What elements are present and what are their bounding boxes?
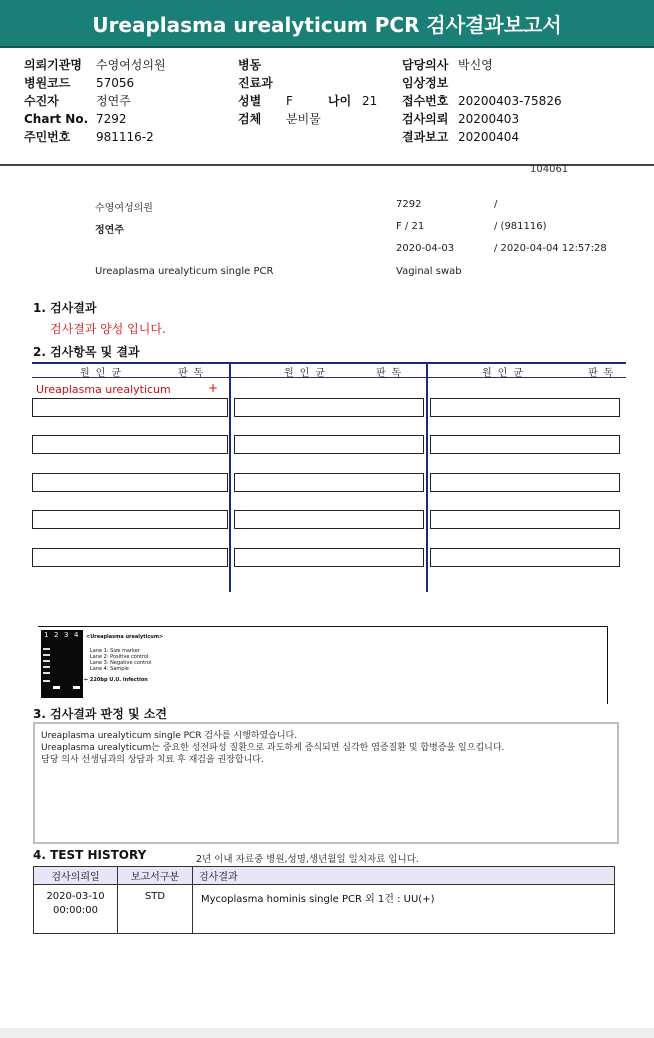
label-clinical-info: 임상정보 [402, 76, 449, 90]
empty-result-box [234, 473, 424, 492]
opinion-line: 담당 의사 선생님과의 상담과 치료 후 재검을 권장합니다. [41, 755, 264, 765]
summary-chart-no: 7292 [396, 199, 422, 210]
col-header-pathogen: 원인균 [80, 368, 127, 379]
gel-legend-line: Lane 2: Positive control [90, 654, 149, 660]
label-age: 나이 [328, 94, 352, 108]
history-col-result: 검사결과 [193, 867, 615, 885]
empty-result-box [234, 435, 424, 454]
gel-lane-number: 4 [74, 631, 79, 639]
label-report-date: 결과보고 [402, 130, 449, 144]
gel-band [43, 654, 50, 656]
summary-received: 2020-04-03 [396, 243, 455, 254]
gel-legend-line: Lane 1: Size marker [90, 648, 140, 654]
label-doctor: 담당의사 [402, 58, 449, 72]
empty-result-box [32, 398, 228, 417]
gel-band [43, 672, 50, 674]
gel-electrophoresis-image [41, 630, 83, 698]
gel-legend-line: Lane 3: Negative control [90, 660, 152, 666]
section1-title: 1. 검사결과 [33, 301, 97, 315]
gel-band [43, 680, 50, 682]
value-patient: 정연주 [96, 94, 131, 108]
gel-band [43, 666, 50, 668]
col-header-pathogen: 원인균 [284, 368, 331, 379]
gel-band [73, 686, 80, 689]
result-grid [32, 362, 626, 592]
value-report-date: 20200404 [458, 130, 520, 144]
history-col-date: 검사의뢰일 [34, 867, 118, 885]
label-ward: 병동 [238, 58, 262, 72]
grid-column-divider [229, 362, 231, 592]
summary-patient: 정연주 [95, 225, 124, 236]
empty-result-box [32, 435, 228, 454]
header-mid [238, 56, 377, 128]
footer-strip [0, 1028, 654, 1038]
history-note: 2년 이내 자료중 병원,성명,생년월일 일치자료 입니다. [196, 854, 419, 865]
value-chart-no: 7292 [96, 112, 127, 126]
section3-title: 3. 검사결과 판정 및 소견 [33, 707, 167, 721]
label-hospital-code: 병원코드 [24, 76, 71, 90]
history-table [33, 866, 615, 934]
value-specimen: 분비물 [286, 112, 321, 126]
empty-result-box [430, 510, 620, 529]
gel-legend-line: Lane 4: Sample [90, 666, 129, 672]
col-header-reading: 판독 [178, 368, 210, 379]
value-clinic: 수영여성의원 [96, 58, 166, 72]
value-request-date: 20200403 [458, 112, 520, 126]
history-cell-result: Mycoplasma hominis single PCR 외 1건 : UU(+) [193, 885, 615, 934]
empty-result-box [430, 435, 620, 454]
history-date: 2020-03-10 [46, 891, 105, 902]
summary-sex-age: F / 21 [396, 221, 425, 232]
value-age: 21 [362, 94, 378, 108]
summary-slash: / [494, 199, 498, 210]
section2-title: 2. 검사항목 및 결과 [33, 345, 140, 359]
empty-result-box [234, 510, 424, 529]
empty-result-box [234, 548, 424, 567]
summary-test-name: Ureaplasma urealyticum single PCR [95, 266, 274, 277]
summary-clinic: 수영여성의원 [95, 203, 153, 214]
summary-id: / (981116) [494, 221, 547, 232]
summary-specimen: Vaginal swab [396, 266, 462, 277]
history-col-type: 보고서구분 [118, 867, 193, 885]
gel-band-label: ← 220bp U.U. infection [84, 677, 148, 683]
history-row [34, 885, 615, 934]
label-clinic: 의뢰기관명 [24, 58, 82, 72]
label-receipt-no: 접수번호 [402, 94, 449, 108]
gel-band [43, 660, 50, 662]
value-sex: F [286, 94, 293, 108]
label-sex: 성별 [238, 94, 262, 108]
label-patient: 수진자 [24, 94, 59, 108]
header-right [402, 56, 562, 146]
history-cell-type: STD [118, 885, 193, 934]
empty-result-box [430, 548, 620, 567]
empty-result-box [32, 548, 228, 567]
label-resident-no: 주민번호 [24, 130, 71, 144]
label-dept: 진료과 [238, 76, 273, 90]
organism-name: Ureaplasma urealyticum [36, 383, 171, 396]
label-specimen: 검체 [238, 112, 262, 126]
opinion-box [33, 722, 619, 844]
gel-band [43, 648, 50, 650]
value-resident-no: 981116-2 [96, 130, 154, 144]
label-chart-no: Chart No. [24, 112, 89, 126]
opinion-line: Ureaplasma urealyticum는 중요한 성전파성 질환으로 과도하게 증식되면 심각한 염증질환 및 합병증을 일으킵니다. [41, 743, 505, 753]
gel-lane-number: 3 [64, 631, 69, 639]
summary-reported: / 2020-04-04 12:57:28 [494, 243, 607, 254]
empty-result-box [430, 473, 620, 492]
value-hospital-code: 57056 [96, 76, 135, 90]
gel-lane-number: 1 [44, 631, 49, 639]
label-request-date: 검사의뢰 [402, 112, 449, 126]
section4-title: 4. TEST HISTORY [33, 848, 147, 862]
grid-column-divider [426, 362, 428, 592]
empty-result-box [234, 398, 424, 417]
value-doctor: 박신영 [458, 58, 493, 72]
col-header-pathogen: 원인균 [482, 368, 529, 379]
clipped-number: 104061 [530, 164, 569, 175]
result-positive-text: 검사결과 양성 입니다. [50, 322, 166, 336]
opinion-line: Ureaplasma urealyticum single PCR 검사를 시행하였습니다. [41, 731, 298, 741]
empty-result-box [430, 398, 620, 417]
organism-result: + [208, 381, 219, 395]
gel-lane-number: 2 [54, 631, 59, 639]
gel-heading: <Ureaplasma urealyticum> [86, 634, 164, 640]
history-time: 00:00:00 [53, 905, 98, 916]
header-left [24, 56, 166, 146]
report-title: Ureaplasma urealyticum PCR 검사결과보고서 [0, 0, 654, 48]
empty-result-box [32, 510, 228, 529]
history-cell-date [34, 885, 118, 934]
gel-band [53, 686, 60, 689]
empty-result-box [32, 473, 228, 492]
col-header-reading: 판독 [588, 368, 620, 379]
col-header-reading: 판독 [376, 368, 408, 379]
value-receipt-no: 20200403-75826 [458, 94, 562, 108]
